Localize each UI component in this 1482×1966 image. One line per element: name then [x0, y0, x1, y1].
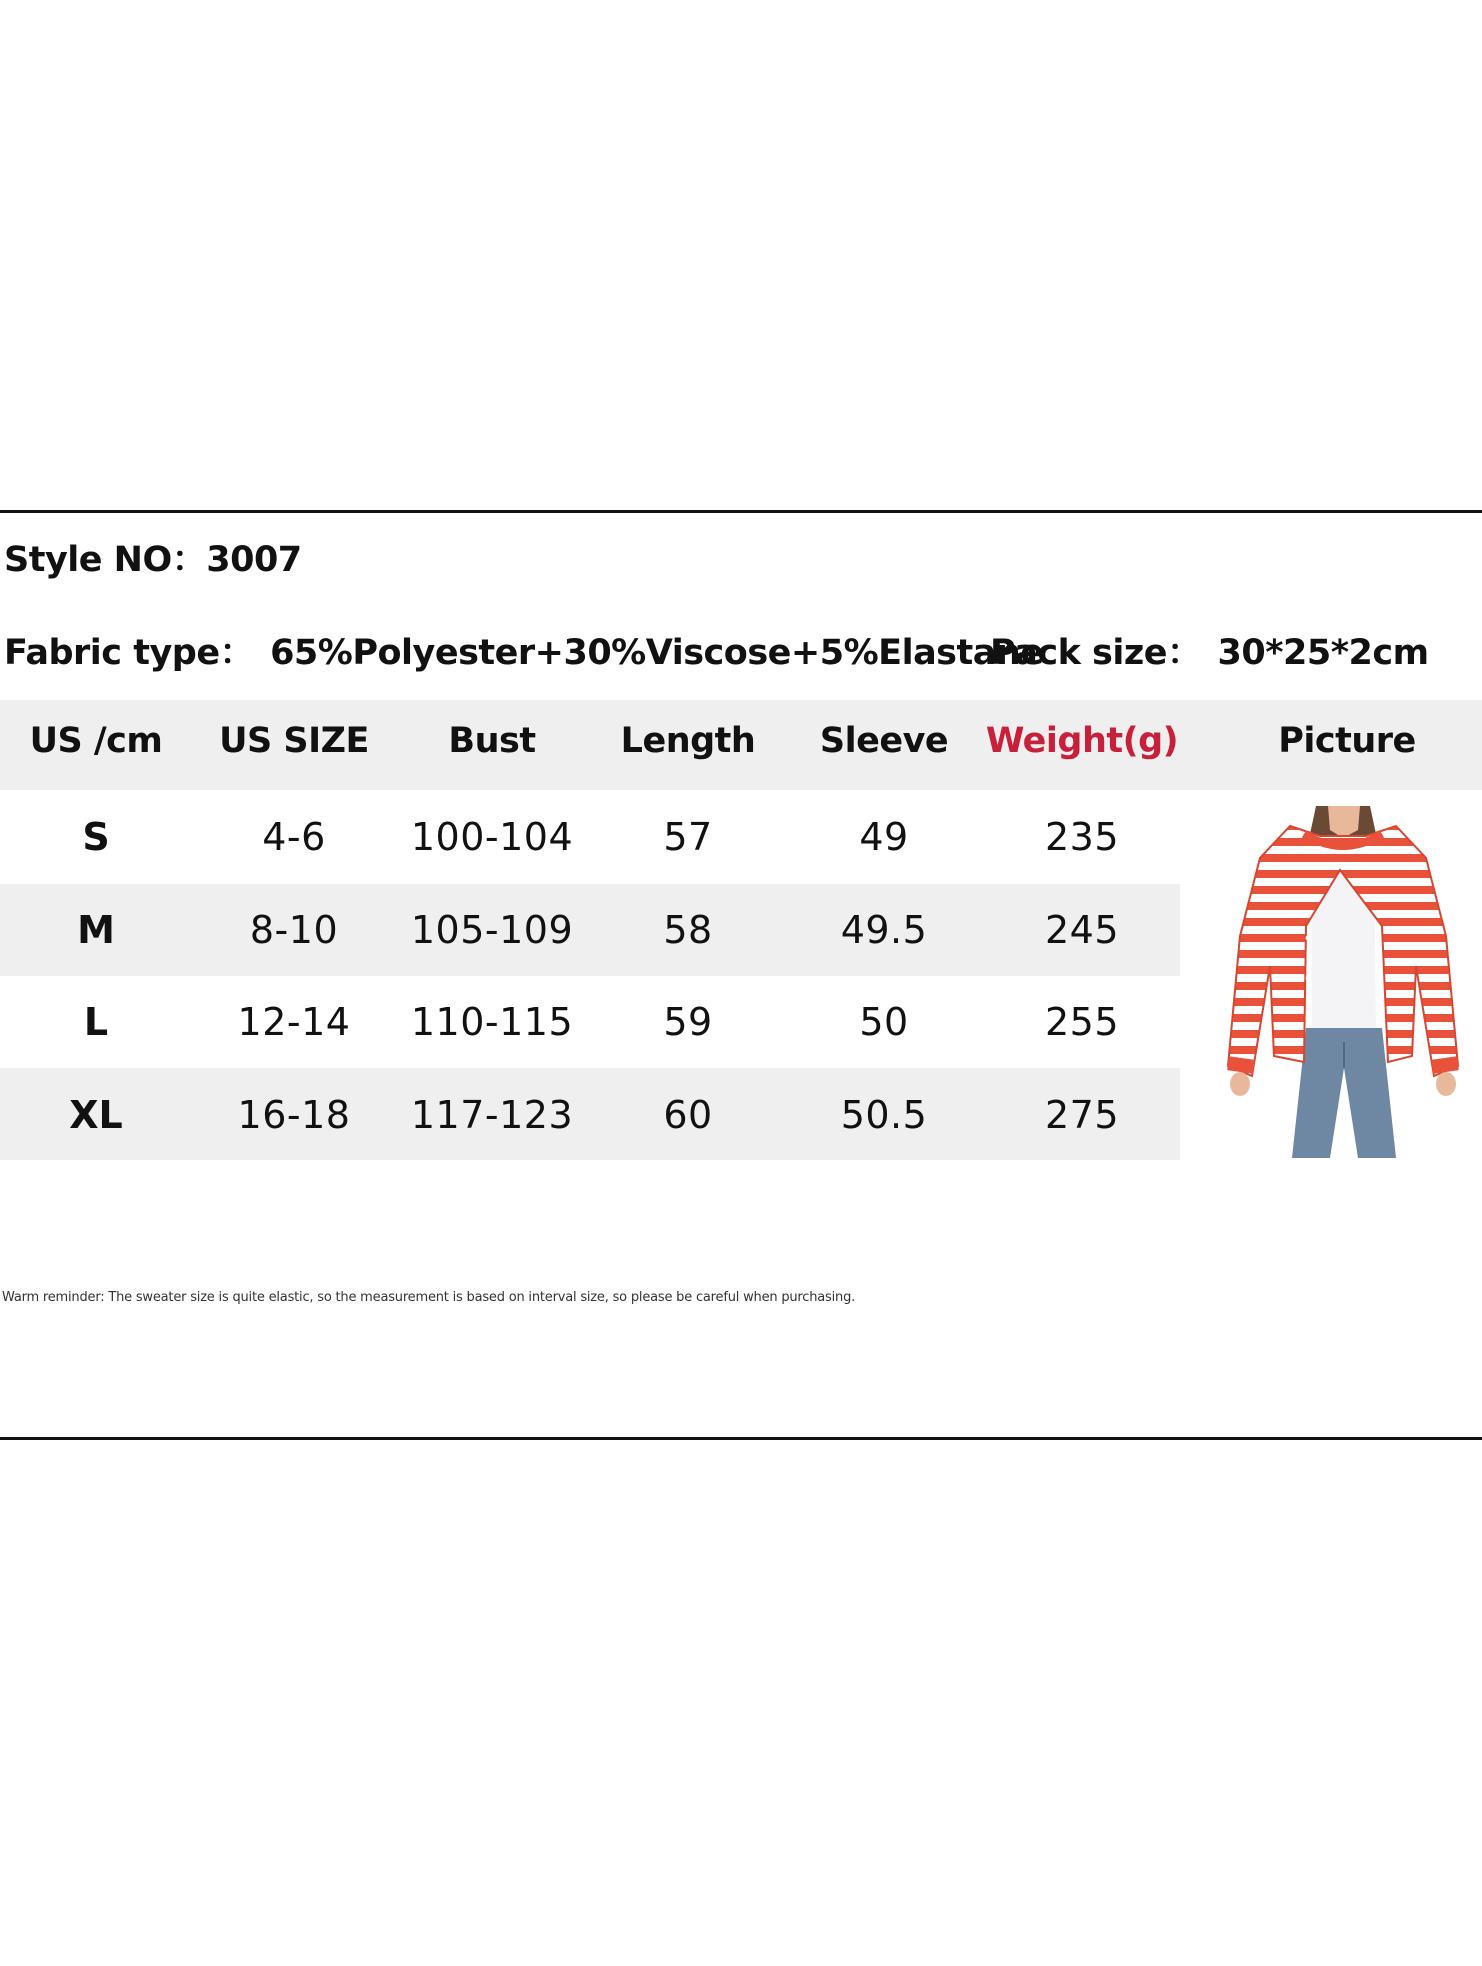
table-row-s-us-size: 4-6 — [262, 815, 326, 859]
table-row-s-length: 57 — [663, 815, 713, 859]
table-row-m-us-size: 8-10 — [249, 908, 339, 952]
fabric-type-label: Fabric type： — [4, 633, 255, 673]
warm-reminder: Warm reminder: The sweater size is quite elastic, so the measurement is based on interval size, so please be careful when purchasing. — [2, 1290, 856, 1305]
striped-cardigan-photo-icon — [1220, 806, 1466, 1158]
table-row-l-length: 59 — [663, 1000, 713, 1044]
header-us-cm: US /cm — [29, 721, 163, 761]
table-row-xl-weight: 275 — [1044, 1093, 1120, 1137]
bottom-divider — [0, 1437, 1482, 1440]
table-row-l-weight: 255 — [1044, 1000, 1120, 1044]
pack-size-value: 30*25*2cm — [1217, 633, 1429, 673]
table-row-m-weight: 245 — [1044, 908, 1120, 952]
pack-size-label: Pack size： — [990, 633, 1202, 673]
table-row-m-size: M — [77, 908, 115, 952]
table-row-s-size: S — [82, 815, 110, 859]
pack-size — [990, 625, 1429, 675]
fabric-type — [4, 625, 1044, 675]
table-row-l-sleeve: 50 — [859, 1000, 909, 1044]
table-row-xl-sleeve: 50.5 — [840, 1093, 928, 1137]
table-row-l-bust: 110-115 — [410, 1000, 574, 1044]
header-length: Length — [620, 721, 756, 761]
style-number-value: 3007 — [206, 540, 302, 580]
top-divider — [0, 510, 1482, 513]
header-sleeve: Sleeve — [819, 721, 949, 761]
header-bust: Bust — [448, 721, 536, 761]
table-row-xl-size: XL — [69, 1093, 123, 1137]
table-row-m-sleeve: 49.5 — [840, 908, 928, 952]
table-row-l-size: L — [83, 1000, 109, 1044]
row-band-m — [0, 884, 1180, 976]
style-number — [4, 532, 302, 582]
table-row-s-weight: 235 — [1044, 815, 1120, 859]
header-weight: Weight(g) — [985, 721, 1179, 761]
header-picture: Picture — [1278, 721, 1416, 761]
table-row-s-bust: 100-104 — [410, 815, 574, 859]
table-row-xl-bust: 117-123 — [410, 1093, 574, 1137]
table-row-xl-us-size: 16-18 — [237, 1093, 351, 1137]
style-number-label: Style NO： — [4, 540, 207, 580]
table-row-m-length: 58 — [663, 908, 713, 952]
table-row-xl-length: 60 — [663, 1093, 713, 1137]
fabric-type-value: 65%Polyester+30%Viscose+5%Elastane — [270, 633, 1044, 673]
table-row-s-sleeve: 49 — [859, 815, 909, 859]
table-row-l-us-size: 12-14 — [237, 1000, 351, 1044]
table-row-m-bust: 105-109 — [410, 908, 574, 952]
header-us-size: US SIZE — [219, 721, 369, 761]
row-band-xl — [0, 1068, 1180, 1160]
